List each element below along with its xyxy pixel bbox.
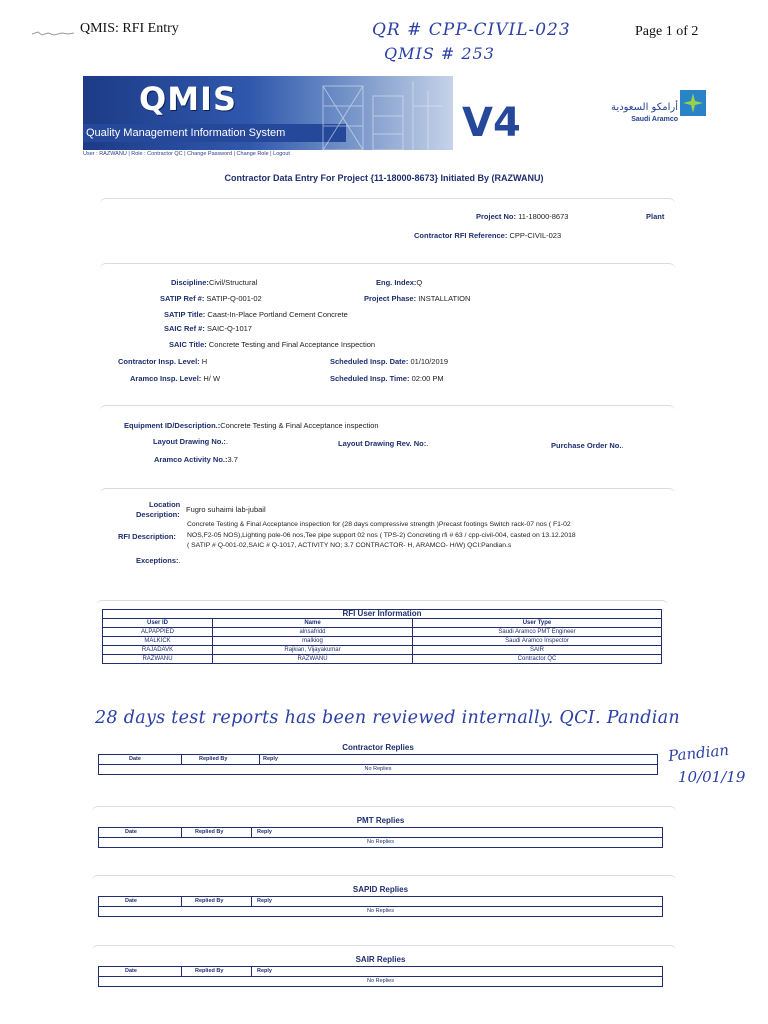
cell-name: RAZWANU bbox=[213, 655, 413, 664]
cell-user-type: Saudi Aramco Inspector bbox=[413, 637, 662, 646]
handwritten-qr-ref: QR # CPP-CIVIL-023 bbox=[372, 20, 571, 40]
col-reply: Reply bbox=[257, 968, 272, 974]
pmt-no-replies: No Replies bbox=[98, 838, 663, 848]
rfi-ref-value: CPP-CIVIL-023 bbox=[509, 231, 562, 240]
col-reply: Reply bbox=[263, 756, 278, 762]
version-label: V4 bbox=[462, 100, 521, 146]
col-reply: Reply bbox=[257, 898, 272, 904]
satip-title-row bbox=[164, 310, 348, 319]
handwritten-date: 10/01/19 bbox=[678, 768, 746, 786]
rfi-desc-line-2: NOS,F2-05 NOS),Lighting pole-06 nos,Tee pipe support 02 nos ( TPS-2) Concreting rfi # 63 / cpp-civil-004, casted on 13.12.2018 bbox=[187, 532, 576, 539]
table-row bbox=[103, 655, 662, 664]
col-date: Date bbox=[125, 898, 137, 904]
col-reply: Reply bbox=[257, 829, 272, 835]
equipment-label: Equipment ID/Description.: bbox=[124, 421, 221, 430]
col-replied-by: Replied By bbox=[195, 829, 224, 835]
contractor-level-label: Contractor Insp. Level: bbox=[118, 357, 200, 366]
exceptions-row bbox=[136, 556, 181, 565]
cell-user-id: MALKICK bbox=[103, 637, 213, 646]
equipment-value: Concrete Testing & Final Acceptance inspection bbox=[220, 421, 379, 430]
saic-ref-label: SAIC Ref #: bbox=[164, 324, 205, 333]
col-user-id: User ID bbox=[103, 619, 213, 628]
layout-value: . bbox=[225, 437, 229, 446]
equipment-row bbox=[124, 421, 379, 430]
eng-index-value: Q bbox=[416, 278, 423, 287]
project-no-value: 11-18000-8673 bbox=[518, 212, 569, 221]
aramco-level-label: Aramco Insp. Level: bbox=[130, 374, 202, 383]
handwritten-signature: Pandian bbox=[667, 740, 730, 766]
pmt-replies-header bbox=[98, 828, 663, 838]
handwritten-review-note: 28 days test reports has been reviewed internally. QCI. Pandian bbox=[95, 708, 681, 728]
location-label: Location bbox=[149, 500, 181, 509]
rfi-desc-label: RFI Description: bbox=[118, 532, 176, 541]
cell-user-type: Saudi Aramco PMT Engineer bbox=[413, 628, 662, 637]
sched-date-label: Scheduled Insp. Date: bbox=[330, 357, 409, 366]
contractor-replies-table bbox=[98, 742, 658, 775]
table-row bbox=[103, 628, 662, 637]
sched-time-row bbox=[330, 374, 444, 383]
col-date: Date bbox=[125, 968, 137, 974]
user-nav-bar[interactable]: User : RAZWANU | Role : Contractor QC | Change Password | Change Role | Logout bbox=[83, 151, 290, 157]
col-date: Date bbox=[129, 756, 141, 762]
saic-title-value: Concrete Testing and Final Acceptance Inspection bbox=[208, 340, 376, 349]
rfi-desc-line-1: Concrete Testing & Final Acceptance inspection for (28 days compressive strength )Precast footings Switch rack-07 nos ( F1-02 bbox=[187, 521, 571, 528]
layout-row bbox=[153, 437, 228, 446]
pmt-replies-caption: PMT Replies bbox=[98, 815, 663, 828]
project-no-row bbox=[476, 212, 568, 221]
po-value: . bbox=[621, 441, 624, 450]
cell-name: Rajkian, Vijayakumar bbox=[213, 646, 413, 655]
pmt-replies-table bbox=[98, 815, 663, 848]
contractor-level-value: H bbox=[201, 357, 208, 366]
brand-english: Saudi Aramco bbox=[631, 116, 678, 123]
phase-label: Project Phase: bbox=[364, 294, 417, 303]
qmis-subtitle: Quality Management Information System bbox=[83, 124, 346, 142]
contractor-level-row bbox=[118, 357, 207, 366]
table-row bbox=[103, 646, 662, 655]
layout-label: Layout Drawing No.: bbox=[153, 437, 226, 446]
discipline-row bbox=[171, 278, 257, 287]
phase-value: INSTALLATION bbox=[418, 294, 471, 303]
aramco-level-value: H/ W bbox=[203, 374, 221, 383]
contractor-replies-caption: Contractor Replies bbox=[98, 742, 658, 755]
sair-no-replies: No Replies bbox=[98, 977, 663, 987]
cell-user-type: Contractor QC bbox=[413, 655, 662, 664]
brand-arabic: أرامكو السعودية bbox=[611, 102, 678, 113]
sair-replies-header bbox=[98, 967, 663, 977]
refinery-structure-image bbox=[303, 76, 453, 150]
cell-name: malkiog bbox=[213, 637, 413, 646]
rfi-ref-row bbox=[414, 231, 561, 240]
sched-time-label: Scheduled Insp. Time: bbox=[330, 374, 410, 383]
form-title: Contractor Data Entry For Project {11-18000-8673} Initiated By (RAZWANU) bbox=[224, 173, 544, 183]
cell-user-type: SAIR bbox=[413, 646, 662, 655]
aramco-star-icon bbox=[680, 90, 706, 116]
rfi-desc-line-3: ( SATIP # Q-001-02,SAIC # Q-1017, ACTIVITY NO; 3.7 CONTRACTOR- H, ARAMCO- H/W) QCI:Pandian.s bbox=[187, 542, 512, 549]
contractor-no-replies: No Replies bbox=[98, 765, 658, 775]
sched-date-value: 01/10/2019 bbox=[410, 357, 448, 366]
eng-index-row bbox=[376, 278, 422, 287]
contractor-replies-header bbox=[98, 755, 658, 765]
cell-user-id: ALPAPPIED bbox=[103, 628, 213, 637]
sapid-no-replies: No Replies bbox=[98, 907, 663, 917]
sched-time-value: 02:00 PM bbox=[411, 374, 444, 383]
eng-index-label: Eng. Index: bbox=[376, 278, 417, 287]
exceptions-value: . bbox=[178, 556, 181, 565]
discipline-label: Discipline: bbox=[171, 278, 209, 287]
saic-title-row bbox=[169, 340, 375, 349]
location-value: Fugro suhaimi lab-jubail bbox=[186, 505, 266, 514]
po-row bbox=[551, 441, 624, 450]
saic-ref-value: SAIC-Q-1017 bbox=[206, 324, 252, 333]
po-label: Purchase Order No. bbox=[551, 441, 622, 450]
satip-title-label: SATIP Title: bbox=[164, 310, 206, 319]
project-section bbox=[100, 198, 675, 254]
qmis-banner bbox=[83, 76, 453, 150]
sapid-replies-table bbox=[98, 884, 663, 917]
cell-user-id: RAZWANU bbox=[103, 655, 213, 664]
project-no-label: Project No: bbox=[476, 212, 517, 221]
satip-title-value: Caast-In-Place Portland Cement Concrete bbox=[207, 310, 348, 319]
sair-replies-caption: SAIR Replies bbox=[98, 954, 663, 967]
discipline-value: Civil/Structural bbox=[208, 278, 258, 287]
page-number: Page 1 of 2 bbox=[635, 24, 699, 39]
saic-ref-row bbox=[164, 324, 252, 333]
layout-rev-row bbox=[338, 439, 428, 448]
col-replied-by: Replied By bbox=[195, 898, 224, 904]
cell-name: alnsafridd bbox=[213, 628, 413, 637]
layout-rev-value: . bbox=[426, 439, 429, 448]
user-info-caption: RFI User Information bbox=[103, 610, 662, 619]
satip-ref-value: SATIP-Q-001-02 bbox=[206, 294, 262, 303]
table-row bbox=[103, 637, 662, 646]
layout-rev-label: Layout Drawing Rev. No: bbox=[338, 439, 427, 448]
col-date: Date bbox=[125, 829, 137, 835]
sapid-replies-header bbox=[98, 897, 663, 907]
top-scan-mark bbox=[32, 24, 74, 30]
page-header-title: QMIS: RFI Entry bbox=[80, 21, 179, 36]
activity-row bbox=[154, 455, 238, 464]
saic-title-label: SAIC Title: bbox=[169, 340, 207, 349]
exceptions-label: Exceptions: bbox=[136, 556, 179, 565]
phase-row bbox=[364, 294, 470, 303]
activity-value: 3.7 bbox=[227, 455, 238, 464]
col-name: Name bbox=[213, 619, 413, 628]
description-label: Description: bbox=[136, 510, 180, 519]
qmis-logo: QMIS bbox=[139, 80, 237, 118]
cell-user-id: RAJADAVK bbox=[103, 646, 213, 655]
col-user-type: User Type bbox=[413, 619, 662, 628]
satip-ref-row bbox=[160, 294, 262, 303]
col-replied-by: Replied By bbox=[195, 968, 224, 974]
sair-replies-table bbox=[98, 954, 663, 987]
rfi-ref-label: Contractor RFI Reference: bbox=[414, 231, 508, 240]
satip-ref-label: SATIP Ref #: bbox=[160, 294, 205, 303]
handwritten-qmis-ref: QMIS # 253 bbox=[384, 44, 495, 63]
sched-date-row bbox=[330, 357, 448, 366]
saudi-aramco-logo bbox=[600, 86, 710, 132]
sapid-replies-caption: SAPID Replies bbox=[98, 884, 663, 897]
activity-label: Aramco Activity No.: bbox=[154, 455, 228, 464]
aramco-level-row bbox=[130, 374, 220, 383]
plant-label: Plant bbox=[646, 212, 665, 221]
user-info-table bbox=[102, 609, 662, 664]
col-replied-by: Replied By bbox=[199, 756, 228, 762]
